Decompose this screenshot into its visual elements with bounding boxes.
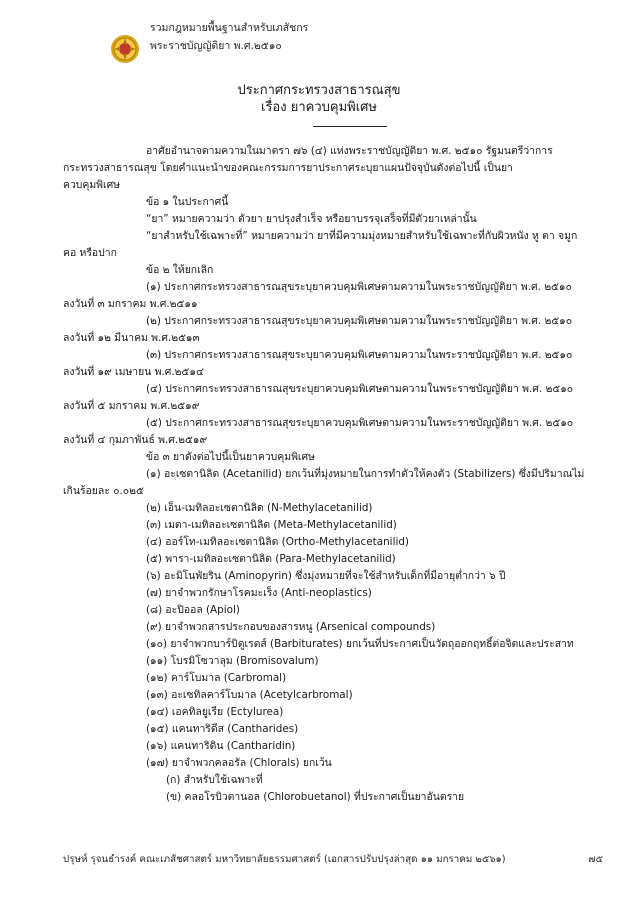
repeal-text: ประกาศกระทรวงสาธารณสุขระบุยาควบคุมพิเศษตามความในพระราชบัญญัติยา พ.ศ. ๒๕๑๐ bbox=[164, 349, 573, 361]
drug-item: (๑๖) แคนทาริดิน (Cantharidin) bbox=[146, 740, 296, 752]
drug-item: (๓) เมตา-เมทิลอะเซตานิลิด (Meta-Methylacetanilid) bbox=[146, 519, 397, 531]
repeal-number: (๕) bbox=[146, 417, 162, 429]
definition-line: คอ หรือปาก bbox=[63, 247, 117, 259]
repeal-number: (๓) bbox=[146, 349, 162, 361]
drug-item: (๙) ยาจำพวกสารประกอบของสารหนู (Arsenical compounds) bbox=[146, 621, 436, 633]
repeal-item bbox=[63, 347, 603, 364]
repeal-number: (๒) bbox=[146, 315, 161, 327]
repeal-text: ประกาศกระทรวงสาธารณสุขระบุยาควบคุมพิเศษตามความในพระราชบัญญัติยา พ.ศ. ๒๕๑๐ bbox=[165, 383, 574, 395]
drug-item: (๑๑) โบรมิโซวาลุม (Bromisovalum) bbox=[146, 655, 319, 667]
repeal-date: ลงวันที่ ๑๒ มีนาคม พ.ศ.๒๕๑๓ bbox=[63, 332, 200, 344]
drug-item: (๖) อะมิโนพัยริน (Aminopyrin) ซึ่งมุ่งหมายที่จะใช้สำหรับเด็กที่มีอายุต่ำกว่า ๖ ปี bbox=[146, 570, 506, 582]
drug-item: (๗) ยาจำพวกรักษาโรคมะเร็ง (Anti-neoplastics) bbox=[146, 587, 372, 599]
repeal-number: (๔) bbox=[146, 383, 162, 395]
repeal-item bbox=[63, 279, 603, 296]
intro-line: ควบคุมพิเศษ bbox=[63, 179, 121, 191]
header-collection-title: รวมกฎหมายพื้นฐานสำหรับเภสัชกร bbox=[150, 22, 309, 34]
intro-line: กระทรวงสาธารณสุข โดยคำแนะนำของคณะกรรมการยาประกาศระบุยาแผนปัจจุบันดังต่อไปนี้ เป็นยา bbox=[63, 162, 513, 174]
repeal-item bbox=[63, 381, 603, 398]
drug-item: (๕) พารา-เมทิลอะเซตานิลิด (Para-Methylacetanilid) bbox=[146, 553, 396, 565]
drug-item: (๑๔) เอคทิลยูเรีย (Ectylurea) bbox=[146, 706, 284, 718]
page-footer bbox=[63, 852, 603, 867]
title-divider bbox=[313, 126, 387, 127]
drug-subitem: (ข) คลอโรบิวตานอล (Chlorobuetanol) ที่ประกาศเป็นยาอันตราย bbox=[166, 791, 465, 803]
drug-item: (๒) เอ็น-เมทิลอะเซตานิลิด (N-Methylacetanilid) bbox=[146, 502, 373, 514]
clause-heading: ข้อ ๓ ยาดังต่อไปนี้เป็นยาควบคุมพิเศษ bbox=[146, 451, 315, 463]
drug-subitem: (ก) สำหรับใช้เฉพาะที่ bbox=[166, 774, 263, 786]
university-emblem-icon bbox=[110, 34, 140, 64]
definition-line: “ยาสำหรับใช้เฉพาะที่” หมายความว่า ยาที่มีความมุ่งหมายสำหรับใช้เฉพาะที่กับผิวหนัง หู ตา จมูก bbox=[146, 230, 578, 242]
repeal-text: ประกาศกระทรวงสาธารณสุขระบุยาควบคุมพิเศษตามความในพระราชบัญญัติยา พ.ศ. ๒๕๑๐ bbox=[164, 281, 572, 293]
repeal-text: ประกาศกระทรวงสาธารณสุขระบุยาควบคุมพิเศษตามความในพระราชบัญญัติยา พ.ศ. ๒๕๑๐ bbox=[164, 315, 573, 327]
drug-item: (๘) อะปิออล (Apiol) bbox=[146, 604, 240, 616]
drug-item-continuation: เกินร้อยละ ๐.๐๒๕ bbox=[63, 485, 144, 497]
drug-item: (๑) อะเซตานิลิด (Acetanilid) ยกเว้นที่มุ่งหมายในการทำตัวให้คงตัว (Stabilizers) ซึ่งมีปริมาณไม่ bbox=[146, 468, 585, 480]
announcement-subject: เรื่อง ยาควบคุมพิเศษ bbox=[261, 100, 377, 115]
drug-item: (๑๓) อะเซทิลคาร์โบมาล (Acetylcarbromal) bbox=[146, 689, 353, 701]
clause-heading: ข้อ ๒ ให้ยกเลิก bbox=[146, 264, 214, 276]
repeal-text: ประกาศกระทรวงสาธารณสุขระบุยาควบคุมพิเศษตามความในพระราชบัญญัติยา พ.ศ. ๒๕๑๐ bbox=[165, 417, 574, 429]
repeal-date: ลงวันที่ ๑๙ เมษายน พ.ศ.๒๕๑๔ bbox=[63, 366, 204, 378]
repeal-date: ลงวันที่ ๕ มกราคม พ.ศ.๒๕๑๙ bbox=[63, 400, 200, 412]
repeal-item bbox=[63, 313, 603, 330]
repeal-date: ลงวันที่ ๓ มกราคม พ.ศ.๒๕๑๑ bbox=[63, 298, 198, 310]
repeal-number: (๑) bbox=[146, 281, 161, 293]
header-act-title: พระราชบัญญัติยา พ.ศ.๒๕๑๐ bbox=[150, 40, 282, 52]
definition-line: “ยา” หมายความว่า ตัวยา ยาปรุงสำเร็จ หรือยาบรรจุเสร็จที่มีตัวยาเหล่านั้น bbox=[146, 213, 477, 225]
repeal-item bbox=[63, 415, 603, 432]
announcement-title: ประกาศกระทรวงสาธารณสุข bbox=[237, 83, 401, 98]
document-body bbox=[63, 143, 603, 806]
footer-author: ปรุษห์ รุจนธำรงค์ คณะเภสัชศาสตร์ มหาวิทยาลัยธรรมศาสตร์ (เอกสารปรับปรุงล่าสุด ๑๑ มกราคม ๒๕๖๑) bbox=[63, 854, 506, 865]
page-number: ๗๕ bbox=[588, 854, 603, 865]
clause-heading: ข้อ ๑ ในประกาศนี้ bbox=[146, 196, 229, 208]
drug-item: (๑๒) คาร์โบมาล (Carbromal) bbox=[146, 672, 287, 684]
drug-item: (๑๐) ยาจำพวกบาร์บิตูเรตส์ (Barbiturates) ยกเว้นที่ประกาศเป็นวัตถุออกฤทธิ์ต่อจิตและประสาท bbox=[146, 638, 574, 650]
intro-line: อาศัยอำนาจตามความในมาตรา ๗๖ (๔) แห่งพระราชบัญญัติยา พ.ศ. ๒๕๑๐ รัฐมนตรีว่าการ bbox=[146, 145, 553, 157]
repeal-date: ลงวันที่ ๔ กุมภาพันธ์ พ.ศ.๒๕๑๙ bbox=[63, 434, 208, 446]
drug-item: (๔) ออร์โท-เมทิลอะเซตานิลิด (Ortho-Methylacetanilid) bbox=[146, 536, 409, 548]
drug-item: (๑๕) แคนทาริดีส (Cantharides) bbox=[146, 723, 299, 735]
drug-item: (๑๗) ยาจำพวกคลอรัล (Chlorals) ยกเว้น bbox=[146, 757, 332, 769]
